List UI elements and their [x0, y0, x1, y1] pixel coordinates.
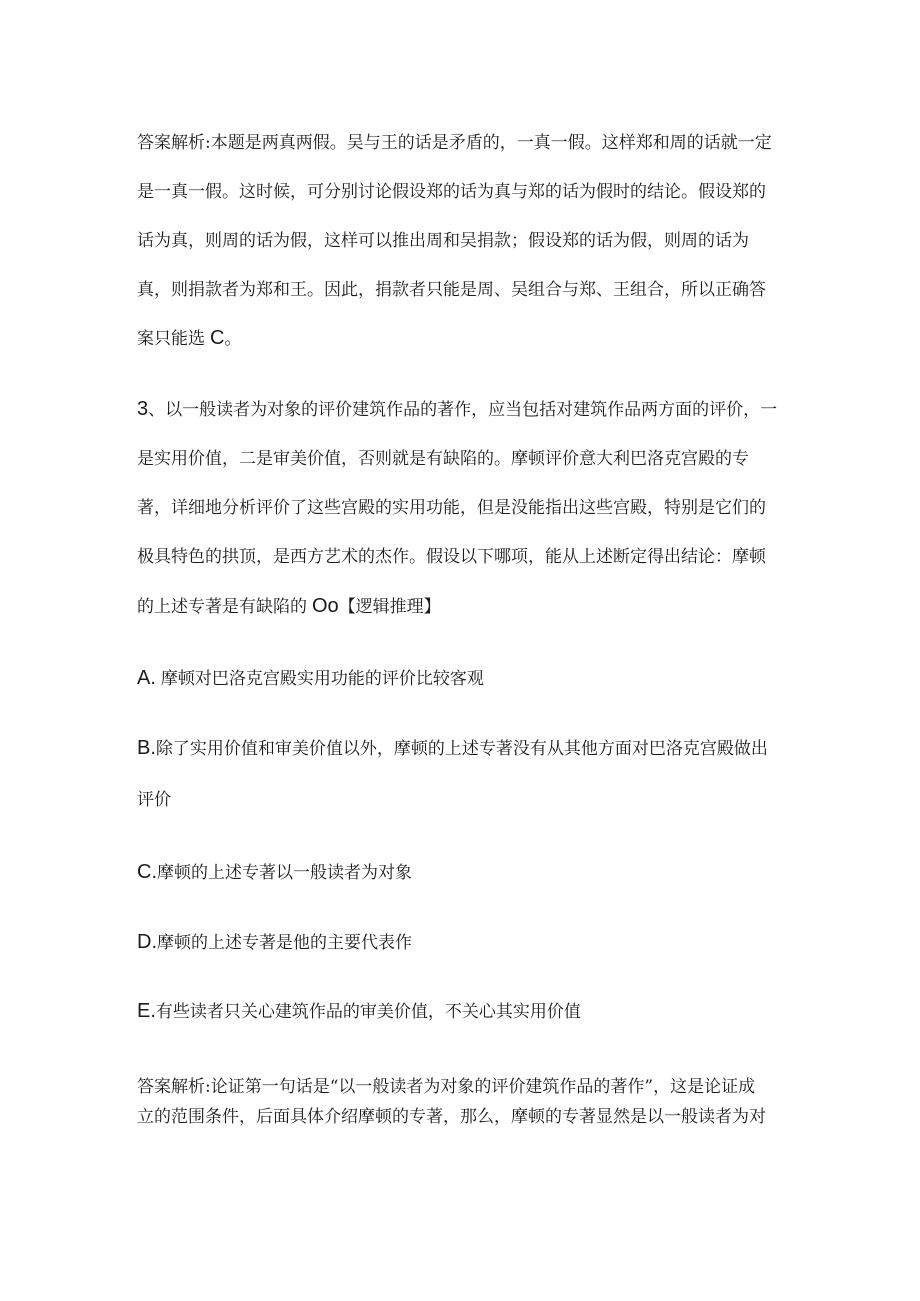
analysis-1-line: 是一真一假。这时候，可分别讨论假设郑的话为真与郑的话为假时的结论。假设郑的	[137, 182, 766, 202]
option-text: 摩顿对巴洛克宫殿实用功能的评价比较客观	[160, 669, 484, 689]
option-text: 摩顿的上述专著以一般读者为对象	[157, 863, 412, 883]
option-b-continued: 评价	[137, 790, 171, 810]
analysis-2-line: 立的范围条件，后面具体介绍摩顿的专著，那么，摩顿的专著显然是以一般读者为对	[137, 1107, 766, 1127]
question-first-line	[137, 397, 777, 421]
correct-answer-letter: C	[210, 327, 225, 349]
question-line: 著，详细地分析评价了这些宫殿的实用功能，但是没能指出这些宫殿，特别是它们的	[137, 498, 766, 518]
question-number: 3	[137, 398, 149, 420]
option-text: 有些读者只关心建筑作品的审美价值，不关心其实用价值	[155, 1002, 581, 1022]
option-label: E.	[137, 1000, 156, 1022]
analysis-1-last-line-suffix: 。	[224, 329, 242, 349]
analysis-1-last-line-prefix: 案只能选	[137, 329, 205, 349]
option-a	[137, 666, 484, 690]
question-category-tag: 【逻辑推理】	[338, 597, 441, 617]
analysis-1-last-line	[137, 326, 241, 350]
option-label: B.	[137, 737, 156, 759]
option-label: D.	[137, 931, 157, 953]
question-line: 是实用价值，二是审美价值，否则就是有缺陷的。摩顿评价意大利巴洛克宫殿的专	[137, 449, 749, 469]
option-text: 除了实用价值和审美价值以外，摩顿的上述专著没有从其他方面对巴洛克宫殿做出	[155, 739, 768, 759]
analysis-1-line: 真，则捐款者为郑和王。因此，捐款者只能是周、吴组合与郑、王组合，所以正确答	[137, 280, 766, 300]
option-e	[137, 999, 581, 1023]
option-text: 摩顿的上述专著是他的主要代表作	[157, 933, 412, 953]
option-label: C.	[137, 861, 157, 883]
option-b	[137, 736, 768, 760]
question-line: 极具特色的拱顶，是西方艺术的杰作。假设以下哪项，能从上述断定得出结论：摩顿	[137, 547, 766, 567]
question-blank: Oo	[312, 595, 339, 617]
option-c	[137, 860, 412, 884]
analysis-1-line: 话为真，则周的话为假，这样可以推出周和吴捐款；假设郑的话为假，则周的话为	[137, 231, 749, 251]
option-label: A.	[137, 667, 156, 689]
option-d	[137, 930, 412, 954]
question-last-line-prefix: 的上述专著是有缺陷的	[137, 597, 307, 617]
question-last-line	[137, 594, 441, 618]
question-first-line-text: 、以一般读者为对象的评价建筑作品的著作，应当包括对建筑作品两方面的评价，一	[148, 400, 778, 420]
analysis-1-line: 答案解析:本题是两真两假。吴与王的话是矛盾的，一真一假。这样郑和周的话就一定	[137, 133, 772, 153]
analysis-2-line: 答案解析:论证第一句话是“以一般读者为对象的评价建筑作品的著作”，这是论证成	[137, 1077, 756, 1097]
